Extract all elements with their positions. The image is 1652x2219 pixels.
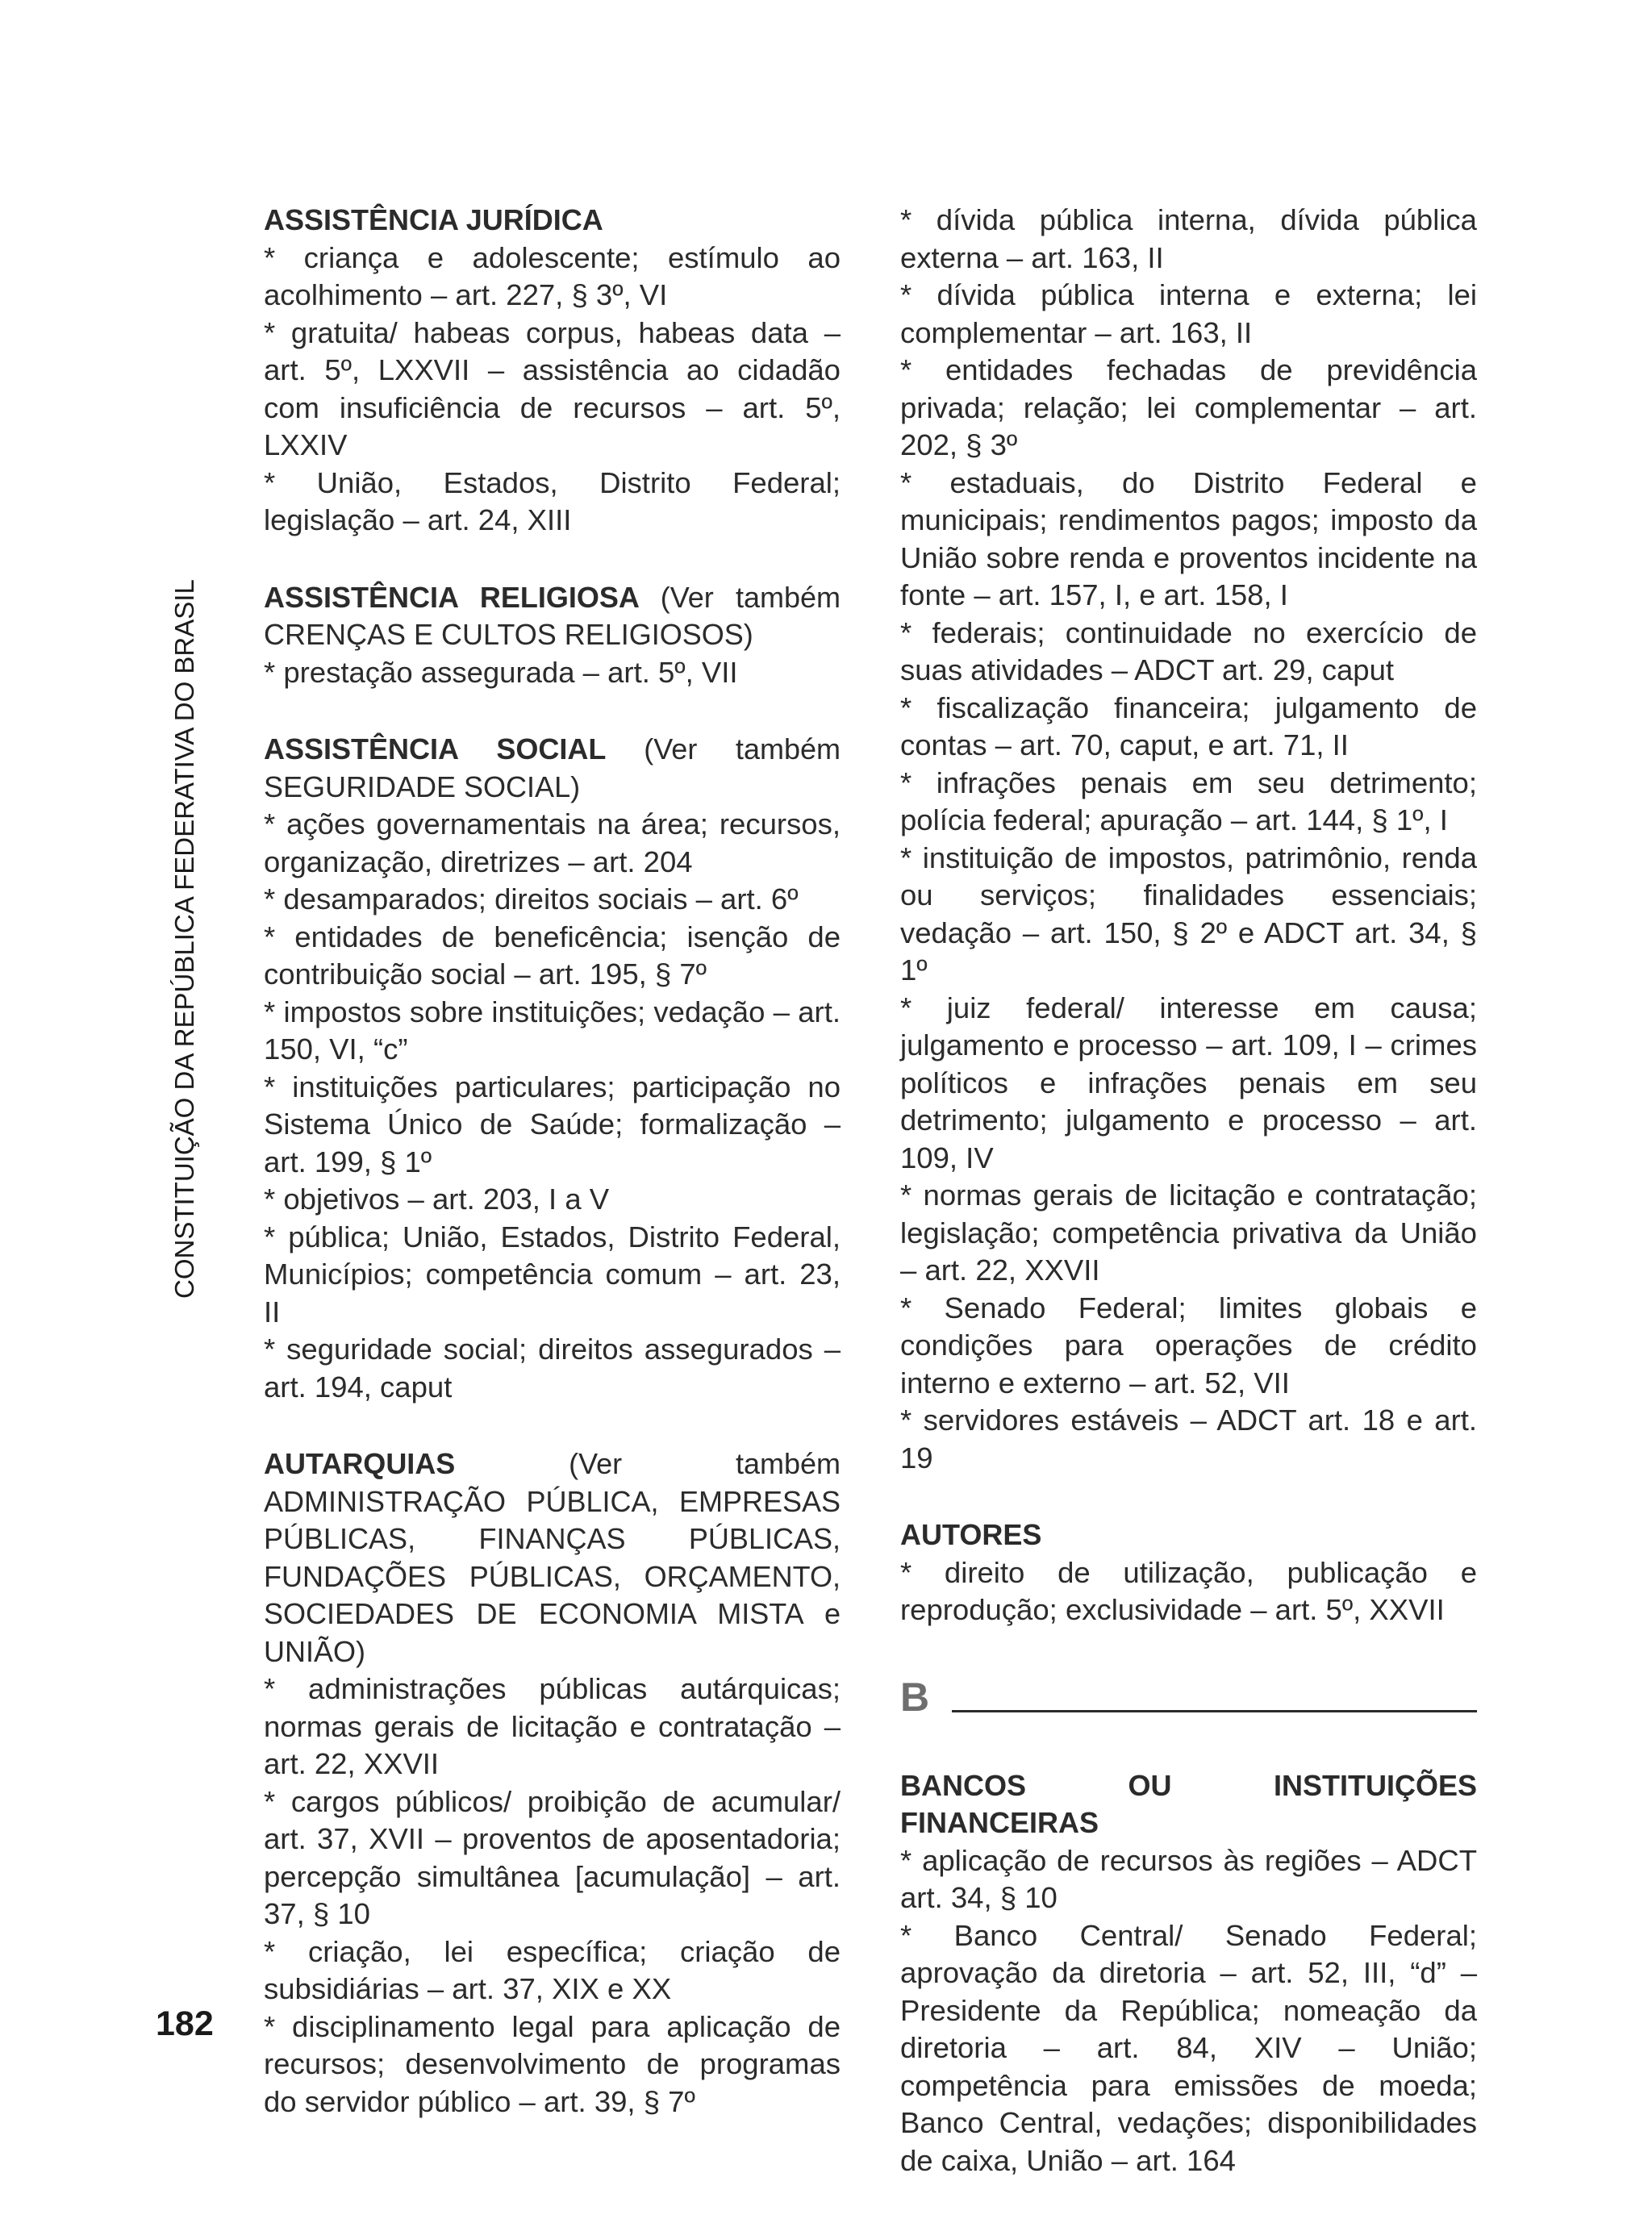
list-item: * juiz federal/ interesse em causa; julgamento e processo – art. 109, I – crimes políticos e infrações penais em seu detrimento; julgamento e processo – art. 109, IV [900, 991, 1477, 1174]
entry-assistencia-religiosa [264, 579, 841, 692]
list-item: * servidores estáveis – ADCT art. 18 e art. 19 [900, 1404, 1477, 1474]
list-item: * objetivos – art. 203, I a V [264, 1182, 610, 1216]
cross-reference: (Ver também SEGURIDADE SOCIAL) [264, 732, 841, 803]
list-item: * instituições particulares; participação no Sistema Único de Saúde; formalização – art. 199, § 1º [264, 1070, 841, 1178]
heading-assistencia-social [264, 731, 841, 806]
heading-assistencia-religiosa [264, 579, 841, 654]
list-item: * fiscalização financeira; julgamento de contas – art. 70, caput, e art. 71, II [900, 690, 1477, 761]
heading-autarquias [264, 1445, 841, 1671]
list-item: * aplicação de recursos às regiões – ADCT art. 34, § 10 [900, 1843, 1477, 1914]
list-item: * impostos sobre instituições; vedação – art. 150, VI, “c” [264, 995, 841, 1066]
entry-autores [900, 1516, 1477, 1629]
entry-bancos [900, 1767, 1477, 2180]
entry-autarquias-continued [900, 202, 1477, 1477]
list-item: * disciplinamento legal para aplicação de recursos; desenvolvimento de programas do servidor público – art. 39, § 7º [264, 2009, 841, 2118]
list-item: * pública; União, Estados, Distrito Federal, Municípios; competência comum – art. 23, II [264, 1220, 841, 1328]
heading-text: AUTARQUIAS [264, 1447, 456, 1480]
list-item: * Banco Central/ Senado Federal; aprovação da diretoria – art. 52, III, “d” – Presidente da República; nomeação da diretoria – art. 84, XIV – União; competência para emissões de moeda; Banco Central, vedações; disponibilidades de caixa, União – art. 164 [900, 1918, 1477, 2177]
divider-rule [952, 1710, 1477, 1712]
list-item: * ações governamentais na área; recursos, organização, diretrizes – art. 204 [264, 807, 841, 878]
list-item: * desamparados; direitos sociais – art. 6º [264, 882, 799, 916]
heading-bancos: BANCOS OU INSTITUIÇÕES FINANCEIRAS [900, 1768, 1477, 1839]
list-item: * federais; continuidade no exercício de suas atividades – ADCT art. 29, caput [900, 615, 1477, 686]
heading-text: ASSISTÊNCIA RELIGIOSA [264, 580, 639, 614]
heading-assistencia-juridica: ASSISTÊNCIA JURÍDICA [264, 203, 603, 236]
entry-autarquias [264, 1445, 841, 2121]
section-letter: B [900, 1674, 930, 1720]
list-item: * criação, lei específica; criação de subsidiárias – art. 37, XIX e XX [264, 1934, 841, 2005]
list-item: * seguridade social; direitos assegurados – art. 194, caput [264, 1333, 841, 1404]
list-item: * infrações penais em seu detrimento; polícia federal; apuração – art. 144, § 1º, I [900, 765, 1477, 836]
list-item: * administrações públicas autárquicas; normas gerais de licitação e contratação – art. 22, XXVII [264, 1672, 841, 1780]
letter-divider [900, 1669, 1477, 1720]
list-item: * criança e adolescente; estímulo ao acolhimento – art. 227, § 3º, VI [264, 240, 841, 311]
list-item: * estaduais, do Distrito Federal e municipais; rendimentos pagos; imposto da União sobre renda e proventos incidente na fonte – art. 157, I, e art. 158, I [900, 465, 1477, 611]
list-item: * prestação assegurada – art. 5º, VII [264, 655, 738, 689]
list-item: * normas gerais de licitação e contratação; legislação; competência privativa da União – art. 22, XXVII [900, 1178, 1477, 1287]
left-column [264, 202, 841, 2160]
list-item: * direito de utilização, publicação e reprodução; exclusividade – art. 5º, XXVII [900, 1555, 1477, 1626]
list-item: * dívida pública interna, dívida pública externa – art. 163, II [900, 203, 1477, 274]
heading-autores: AUTORES [900, 1518, 1042, 1551]
list-item: * entidades fechadas de previdência privada; relação; lei complementar – art. 202, § 3º [900, 353, 1477, 461]
list-item: * gratuita/ habeas corpus, habeas data – art. 5º, LXXVII – assistência ao cidadão com insuficiência de recursos – art. 5º, LXXIV [264, 315, 841, 461]
entry-assistencia-juridica [264, 202, 841, 540]
list-item: * dívida pública interna e externa; lei complementar – art. 163, II [900, 278, 1477, 349]
list-item: * Senado Federal; limites globais e condições para operações de crédito interno e externo – art. 52, VII [900, 1291, 1477, 1399]
running-title-text: CONSTITUIÇÃO DA REPÚBLICA FEDERATIVA DO BRASIL [169, 579, 199, 1299]
list-item: * União, Estados, Distrito Federal; legislação – art. 24, XIII [264, 465, 841, 536]
cross-reference: (Ver também CRENÇAS E CULTOS RELIGIOSOS) [264, 580, 841, 651]
entry-assistencia-social [264, 731, 841, 1406]
list-item: * instituição de impostos, patrimônio, renda ou serviços; finalidades essenciais; vedação – art. 150, § 2º e ADCT art. 34, § 1º [900, 840, 1477, 986]
right-column [900, 202, 1477, 2219]
cross-reference: (Ver também ADMINISTRAÇÃO PÚBLICA, EMPRESAS PÚBLICAS, FINANÇAS PÚBLICAS, FUNDAÇÕES PÚBLICAS, ORÇAMENTO, SOCIEDADES DE ECONOMIA MISTA e UNIÃO) [264, 1447, 841, 1668]
list-item: * cargos públicos/ proibição de acumular/ art. 37, XVII – proventos de aposentadoria; percepção simultânea [acumulação] – art. 37, § 10 [264, 1784, 841, 1930]
page-number: 182 [156, 2004, 214, 2043]
heading-text: ASSISTÊNCIA SOCIAL [264, 732, 606, 765]
list-item: * entidades de beneficência; isenção de contribuição social – art. 195, § 7º [264, 920, 841, 991]
